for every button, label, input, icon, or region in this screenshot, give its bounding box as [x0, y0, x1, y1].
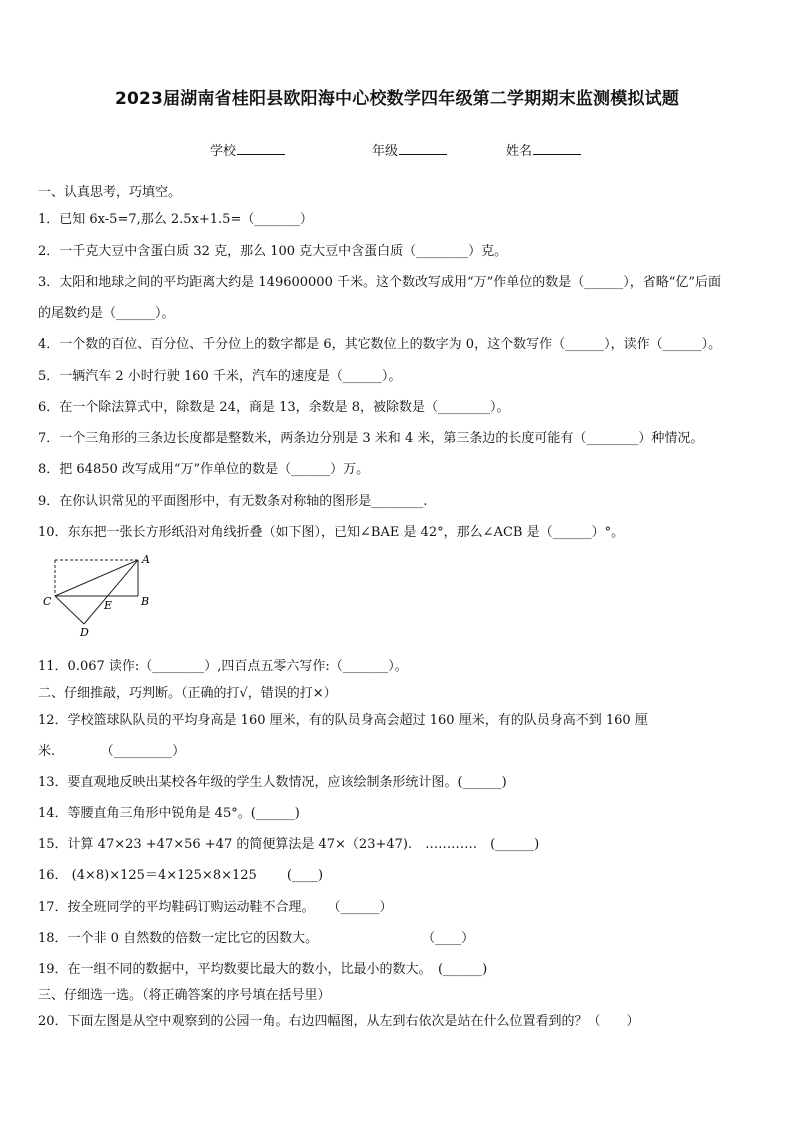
- page-title: 2023届湖南省桂阳县欧阳海中心校数学四年级第二学期期末监测模拟试题: [114, 89, 680, 109]
- school-blank[interactable]: [237, 142, 285, 155]
- fold-rectangle-figure: [40, 552, 170, 642]
- question-20: 20．下面左图是从空中观察到的公园一角。右边四幅图，从左到右依次是站在什么位置看到的？（ ）: [38, 1014, 640, 1029]
- question-12-line-2: 米. （_________）: [38, 744, 186, 759]
- label-c: C: [43, 595, 52, 608]
- grade-label: 年级: [372, 144, 399, 159]
- question-1: 1．已知 6x-5=7,那么 2.5x+1.5=（_______）: [38, 212, 313, 227]
- school-field[interactable]: [210, 140, 285, 159]
- question-15: 15．计算 47×23 +47×56 +47 的简便算法是 47×（23+47). ………… (______): [38, 837, 540, 852]
- question-12-line-1: 12．学校篮球队队员的平均身高是 160 厘米，有的队员身高会超过 160 厘米，有的队员身高不到 160 厘: [38, 713, 648, 728]
- section-1-heading: 一、认真思考，巧填空。: [38, 185, 182, 200]
- label-e: E: [104, 599, 113, 612]
- question-17: 17．按全班同学的平均鞋码订购运动鞋不合理。 （______）: [38, 900, 393, 915]
- question-10: 10．东东把一张长方形纸沿对角线折叠（如下图），已知∠BAE 是 42°，那么∠ACB 是（______）°。: [38, 525, 625, 540]
- school-label: 学校: [210, 144, 237, 159]
- question-14: 14．等腰直角三角形中锐角是 45°。(______): [38, 806, 300, 821]
- question-3-line-2: 的尾数约是（______）。: [38, 306, 175, 321]
- label-b: B: [141, 595, 150, 608]
- question-19: 19．在一组不同的数据中，平均数要比最大的数小，比最小的数大。 (______): [38, 962, 488, 977]
- question-3-line-1: 3．太阳和地球之间的平均距离大约是 149600000 千米。这个数改写成用“万”作单位的数是（______），省略“亿”后面: [38, 275, 722, 290]
- question-6: 6．在一个除法算式中，除数是 24，商是 13，余数是 8，被除数是（________）。: [38, 400, 510, 415]
- grade-blank[interactable]: [399, 142, 447, 155]
- grade-field[interactable]: [372, 140, 447, 159]
- diagonal-ac: [55, 560, 138, 596]
- question-11: 11．0.067 读作:（________）,四百点五零六写作:（_______）。: [38, 659, 408, 674]
- question-18: 18．一个非 0 自然数的倍数一定比它的因数大。 （____）: [38, 931, 475, 946]
- question-8: 8．把 64850 改写成用“万”作单位的数是（______）万。: [38, 462, 370, 477]
- question-9: 9．在你认识常见的平面图形中，有无数条对称轴的图形是________.: [38, 494, 428, 509]
- section-3-heading: 三、仔细选一选。（将正确答案的序号填在括号里）: [38, 988, 331, 1003]
- question-7: 7．一个三角形的三条边长度都是整数米，两条边分别是 3 米和 4 米，第三条边的长度可能有（________）种情况。: [38, 431, 704, 446]
- label-a: A: [142, 553, 150, 566]
- question-16: 16． (4×8)×125＝4×125×8×125 (____): [38, 868, 324, 883]
- name-blank[interactable]: [533, 142, 581, 155]
- question-13: 13．要直观地反映出某校各年级的学生人数情况，应该绘制条形统计图。(______): [38, 775, 507, 790]
- edge-ad: [84, 560, 138, 624]
- label-d: D: [80, 626, 89, 639]
- edge-cd: [55, 596, 84, 624]
- section-2-heading: 二、仔细推敲，巧判断。（正确的打√，错误的打×）: [38, 686, 337, 701]
- question-4: 4．一个数的百位、百分位、千分位上的数字都是 6，其它数位上的数字为 0，这个数写作（______），读作（______）。: [38, 337, 722, 352]
- question-2: 2．一千克大豆中含蛋白质 32 克，那么 100 克大豆中含蛋白质（________）克。: [38, 244, 508, 259]
- question-5: 5．一辆汽车 2 小时行驶 160 千米，汽车的速度是（______）。: [38, 369, 402, 384]
- name-field[interactable]: [506, 140, 581, 159]
- name-label: 姓名: [506, 144, 533, 159]
